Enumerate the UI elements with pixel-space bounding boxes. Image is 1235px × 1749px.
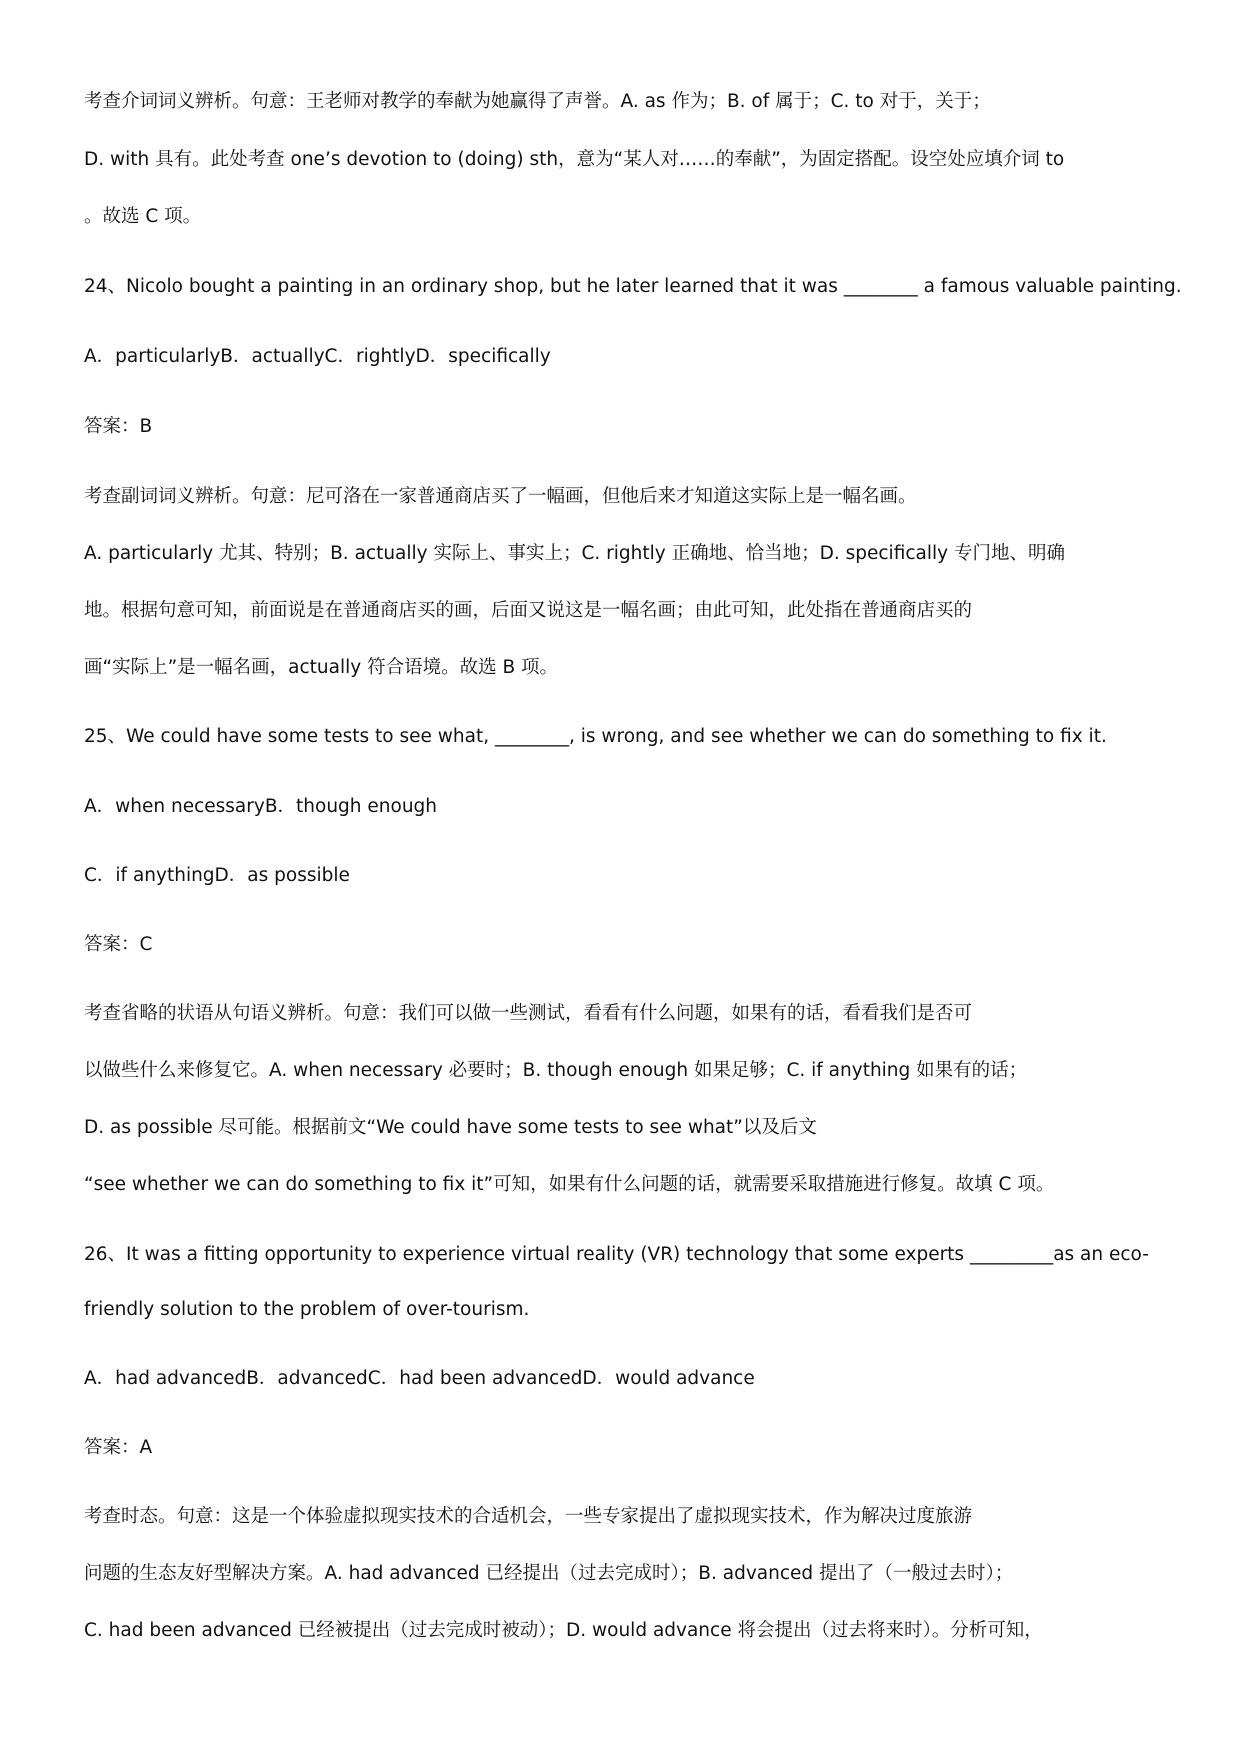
explanation-23-line-3: 。故选 C 项。 (84, 206, 202, 227)
question-26-text-2: friendly solution to the problem of over-tourism. (84, 1299, 530, 1320)
question-26-answer: 答案：A (84, 1437, 153, 1458)
explanation-24-line-1: 考查副词词义辨析。句意：尼可洛在一家普通商店买了一幅画，但他后来才知道这实际上是一幅名画。 (84, 486, 917, 507)
question-26-options: A．had advancedB．advancedC．had been advancedD．would advance (84, 1368, 755, 1389)
explanation-24-line-4: 画“实际上”是一幅名画，actually 符合语境。故选 B 项。 (84, 657, 559, 678)
question-25-answer: 答案：C (84, 934, 153, 955)
explanation-26-line-1: 考查时态。句意：这是一个体验虚拟现实技术的合适机会，一些专家提出了虚拟现实技术，作为解决过度旅游 (84, 1506, 973, 1527)
question-25-options-1: A．when necessaryB．though enough (84, 796, 438, 817)
question-24-answer: 答案：B (84, 416, 153, 437)
explanation-25-line-2: 以做些什么来修复它。A. when necessary 必要时；B. though enough 如果足够；C. if anything 如果有的话； (84, 1060, 1028, 1081)
explanation-25-line-1: 考查省略的状语从句语义辨析。句意：我们可以做一些测试，看看有什么问题，如果有的话，看看我们是否可 (84, 1003, 973, 1024)
explanation-25-line-3: D. as possible 尽可能。根据前文“We could have some tests to see what”以及后文 (84, 1117, 817, 1138)
explanation-26-line-2: 问题的生态友好型解决方案。A. had advanced 已经提出（过去完成时）；B. advanced 提出了（一般过去时）； (84, 1563, 1014, 1584)
question-25-text: 25、We could have some tests to see what, ________, is wrong, and see whether we can do something to fix it. (84, 726, 1107, 747)
explanation-23-line-1: 考查介词词义辨析。句意：王老师对教学的奉献为她赢得了声誉。A. as 作为；B. of 属于；C. to 对于，关于； (84, 91, 991, 112)
question-25-options-2: C．if anythingD．as possible (84, 865, 350, 886)
question-24-text: 24、Nicolo bought a painting in an ordinary shop, but he later learned that it was ________ a famous valuable painting. (84, 276, 1182, 297)
question-24-options: A．particularlyB．actuallyC．rightlyD．specifically (84, 346, 551, 367)
question-26-text-1: 26、It was a fitting opportunity to experience virtual reality (VR) technology that some experts _________as an eco- (84, 1244, 1149, 1265)
explanation-24-line-2: A. particularly 尤其、特别；B. actually 实际上、事实上；C. rightly 正确地、恰当地；D. specifically 专门地、明确 (84, 543, 1065, 564)
explanation-24-line-3: 地。根据句意可知，前面说是在普通商店买的画，后面又说这是一幅名画；由此可知，此处指在普通商店买的 (84, 600, 973, 621)
explanation-25-line-4: “see whether we can do something to fix it”可知，如果有什么问题的话，就需要采取措施进行修复。故填 C 项。 (84, 1174, 1055, 1195)
explanation-23-line-2: D. with 具有。此处考查 one’s devotion to (doing) sth，意为“某人对……的奉献”，为固定搭配。设空处应填介词 to (84, 149, 1065, 170)
explanation-26-line-3: C. had been advanced 已经被提出（过去完成时被动）；D. would advance 将会提出（过去将来时）。分析可知， (84, 1620, 1043, 1641)
